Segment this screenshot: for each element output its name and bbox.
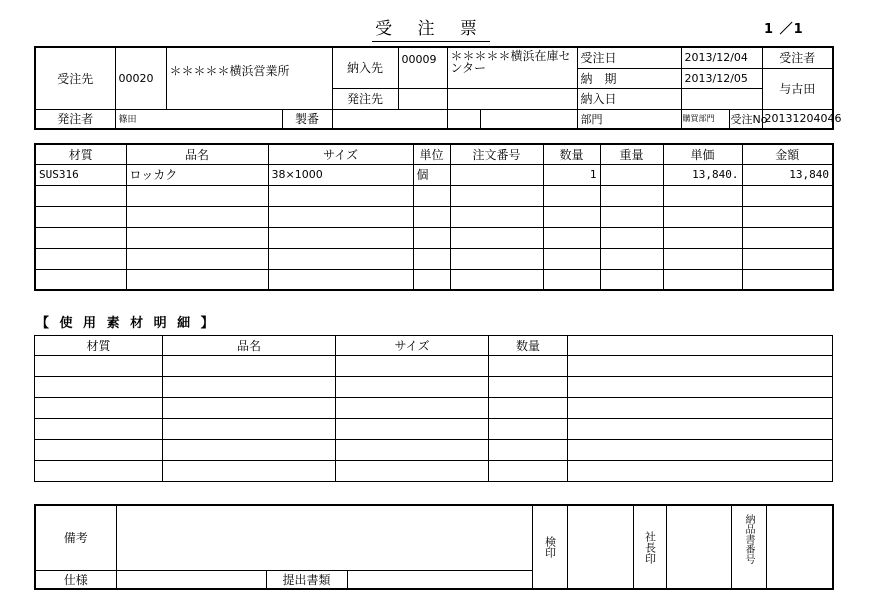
- seiban-value: [332, 109, 447, 129]
- col-size: サイズ: [268, 144, 413, 164]
- mat-col-product-name: 品名: [163, 336, 336, 356]
- orderer-name: [447, 88, 577, 109]
- table-row: [35, 356, 833, 377]
- delivery-note-number-label: 納品書番号: [743, 514, 755, 564]
- order-no-label: 受注No: [729, 109, 762, 129]
- due-date: 2013/12/05: [681, 68, 762, 88]
- delivery-label: 納入先: [332, 47, 398, 88]
- table-row: [35, 377, 833, 398]
- table-row: [35, 269, 833, 290]
- dept-label: 部門: [577, 109, 681, 129]
- items-table: [34, 143, 834, 291]
- inspection-stamp-box: [567, 505, 633, 589]
- issuer-label: 発注者: [35, 109, 115, 129]
- items-header-row: [35, 144, 833, 164]
- cell-quantity: 1: [543, 164, 600, 185]
- orderer-label: 発注先: [332, 88, 398, 109]
- remarks-value: [116, 505, 532, 570]
- header-blank-1: [447, 109, 480, 129]
- customer-name: ＊＊＊＊＊横浜営業所: [166, 47, 332, 109]
- mat-col-material: 材質: [35, 336, 163, 356]
- table-row: [35, 206, 833, 227]
- president-stamp-label: 社長印: [643, 530, 657, 564]
- order-header-table: [34, 46, 842, 130]
- mat-col-size: サイズ: [336, 336, 489, 356]
- spec-label: 仕様: [35, 570, 116, 589]
- cell-amount: 13,840: [742, 164, 833, 185]
- table-row: [35, 419, 833, 440]
- order-date-label: 受注日: [577, 47, 681, 68]
- order-no: 20131204046: [762, 109, 833, 129]
- table-row: [35, 461, 833, 482]
- receiver-label: 受注者: [762, 47, 833, 68]
- materials-table: [34, 335, 833, 482]
- table-row: [35, 398, 833, 419]
- col-unit-price: 単価: [663, 144, 742, 164]
- delivery-note-number-box: [766, 505, 833, 589]
- cell-size: 38×1000: [268, 164, 413, 185]
- seiban-label: 製番: [282, 109, 332, 129]
- inspection-stamp-label: 検印: [543, 536, 557, 558]
- materials-heading: 【 使 用 素 材 明 細 】: [36, 316, 217, 331]
- delivery-code: 00009: [398, 47, 447, 88]
- issuer-name: 篠田: [115, 109, 282, 129]
- cell-material: SUS316: [35, 164, 126, 185]
- cell-unit: 個: [413, 164, 450, 185]
- remarks-label: 備考: [35, 505, 116, 570]
- page-number: 1 ／1: [764, 22, 804, 37]
- col-quantity: 数量: [543, 144, 600, 164]
- mat-col-blank: [568, 336, 833, 356]
- table-row: [35, 248, 833, 269]
- cell-unit-price: 13,840.: [663, 164, 742, 185]
- spec-value: [116, 570, 266, 589]
- col-material: 材質: [35, 144, 126, 164]
- page-title: 受 注 票: [372, 14, 490, 42]
- customer-label: 受注先: [35, 47, 115, 109]
- cell-order-number: [450, 164, 543, 185]
- table-row: [35, 164, 833, 185]
- col-unit: 単位: [413, 144, 450, 164]
- header-blank-2: [480, 109, 577, 129]
- delivery-date-label: 納入日: [577, 88, 681, 109]
- documents-value: [347, 570, 532, 589]
- receiver-name: 与古田: [762, 68, 833, 109]
- col-product-name: 品名: [126, 144, 268, 164]
- table-row: [35, 185, 833, 206]
- due-date-label: 納 期: [577, 68, 681, 88]
- footer-table: [34, 504, 834, 590]
- customer-code: 00020: [115, 47, 166, 109]
- materials-header-row: [35, 336, 833, 356]
- cell-product-name: ロッカク: [126, 164, 268, 185]
- order-date: 2013/12/04: [681, 47, 762, 68]
- orderer-code: [398, 88, 447, 109]
- table-row: [35, 227, 833, 248]
- col-order-number: 注文番号: [450, 144, 543, 164]
- delivery-name: ＊＊＊＊＊横浜在庫センター: [447, 47, 577, 88]
- dept-value: 購買部門: [681, 109, 729, 129]
- table-row: [35, 440, 833, 461]
- mat-col-quantity: 数量: [489, 336, 568, 356]
- cell-weight: [600, 164, 663, 185]
- documents-label: 提出書類: [266, 570, 347, 589]
- col-amount: 金額: [742, 144, 833, 164]
- col-weight: 重量: [600, 144, 663, 164]
- delivery-date: [681, 88, 762, 109]
- president-stamp-box: [666, 505, 731, 589]
